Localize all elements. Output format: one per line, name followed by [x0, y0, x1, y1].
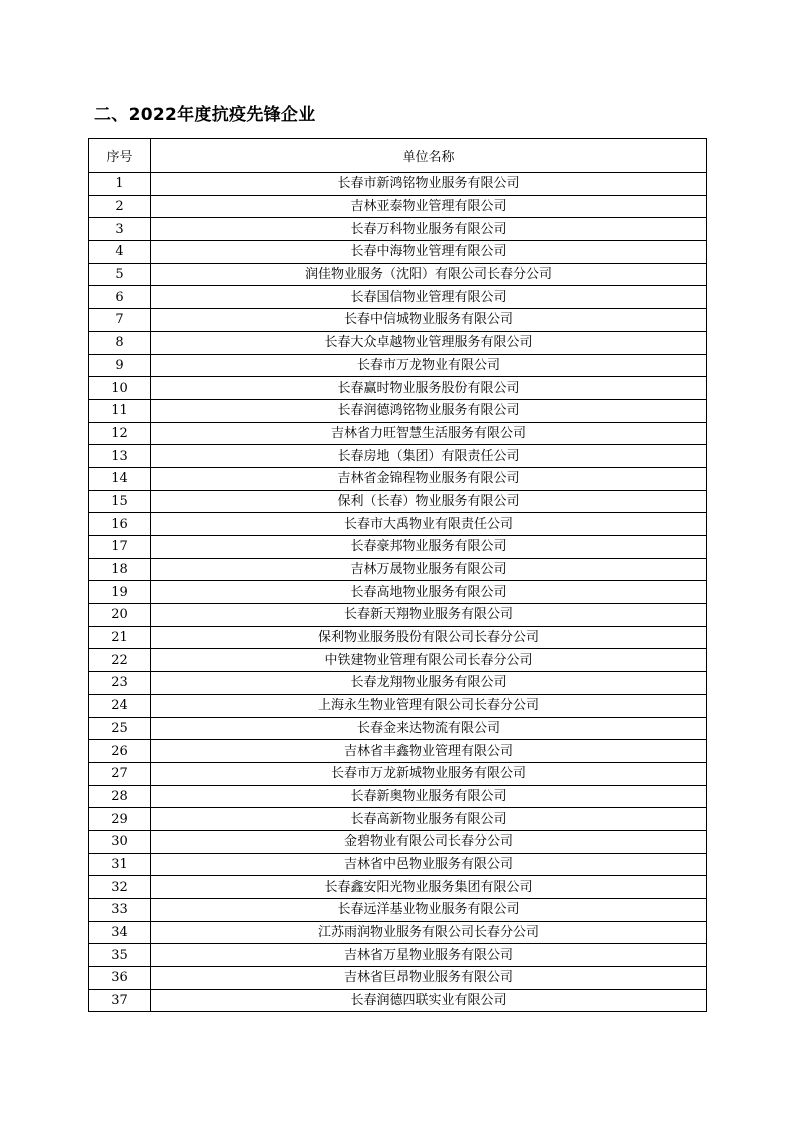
table-row [89, 173, 707, 196]
row-index-cell: 7 [89, 309, 151, 332]
table-row [89, 377, 707, 400]
row-index-cell: 13 [89, 445, 151, 468]
column-header-index: 序号 [89, 139, 151, 173]
table-row [89, 195, 707, 218]
row-company-name-cell: 吉林省金锦程物业服务有限公司 [151, 467, 707, 490]
row-company-name-cell: 保利物业服务股份有限公司长春分公司 [151, 626, 707, 649]
row-index-cell: 27 [89, 762, 151, 785]
row-index-cell: 10 [89, 377, 151, 400]
table-row [89, 876, 707, 899]
row-index-cell: 2 [89, 195, 151, 218]
row-company-name-cell: 长春新天翔物业服务有限公司 [151, 604, 707, 627]
table-row [89, 513, 707, 536]
row-company-name-cell: 长春国信物业管理有限公司 [151, 286, 707, 309]
table-row [89, 445, 707, 468]
row-company-name-cell: 长春中信城物业服务有限公司 [151, 309, 707, 332]
table-row [89, 694, 707, 717]
row-company-name-cell: 江苏雨润物业服务有限公司长春分公司 [151, 921, 707, 944]
row-company-name-cell: 吉林省力旺智慧生活服务有限公司 [151, 422, 707, 445]
row-index-cell: 18 [89, 558, 151, 581]
row-company-name-cell: 长春润德四联实业有限公司 [151, 989, 707, 1012]
row-company-name-cell: 长春市大禹物业有限责任公司 [151, 513, 707, 536]
row-index-cell: 19 [89, 581, 151, 604]
row-index-cell: 36 [89, 967, 151, 990]
row-company-name-cell: 吉林省中邑物业服务有限公司 [151, 853, 707, 876]
row-index-cell: 22 [89, 649, 151, 672]
row-index-cell: 37 [89, 989, 151, 1012]
table-row [89, 490, 707, 513]
row-index-cell: 31 [89, 853, 151, 876]
row-company-name-cell: 长春高新物业服务有限公司 [151, 808, 707, 831]
table-row [89, 467, 707, 490]
table-row [89, 944, 707, 967]
row-company-name-cell: 吉林省万星物业服务有限公司 [151, 944, 707, 967]
table-row [89, 263, 707, 286]
row-index-cell: 26 [89, 740, 151, 763]
row-index-cell: 33 [89, 899, 151, 922]
column-header-name: 单位名称 [151, 139, 707, 173]
row-index-cell: 8 [89, 331, 151, 354]
row-index-cell: 3 [89, 218, 151, 241]
table-row [89, 717, 707, 740]
table-row [89, 558, 707, 581]
row-company-name-cell: 吉林万晟物业服务有限公司 [151, 558, 707, 581]
row-company-name-cell: 长春大众卓越物业管理服务有限公司 [151, 331, 707, 354]
row-company-name-cell: 长春房地（集团）有限责任公司 [151, 445, 707, 468]
row-company-name-cell: 中铁建物业管理有限公司长春分公司 [151, 649, 707, 672]
row-index-cell: 32 [89, 876, 151, 899]
table-row [89, 218, 707, 241]
row-index-cell: 20 [89, 604, 151, 627]
table-row [89, 354, 707, 377]
table-row [89, 967, 707, 990]
row-index-cell: 9 [89, 354, 151, 377]
row-company-name-cell: 吉林省丰鑫物业管理有限公司 [151, 740, 707, 763]
row-index-cell: 15 [89, 490, 151, 513]
table-row [89, 331, 707, 354]
table-row [89, 604, 707, 627]
row-index-cell: 14 [89, 467, 151, 490]
row-company-name-cell: 长春金来达物流有限公司 [151, 717, 707, 740]
row-index-cell: 6 [89, 286, 151, 309]
table-row [89, 241, 707, 264]
table-row [89, 422, 707, 445]
table-row [89, 808, 707, 831]
row-company-name-cell: 长春高地物业服务有限公司 [151, 581, 707, 604]
row-index-cell: 4 [89, 241, 151, 264]
table-row [89, 899, 707, 922]
row-index-cell: 17 [89, 536, 151, 559]
row-company-name-cell: 长春龙翔物业服务有限公司 [151, 672, 707, 695]
row-company-name-cell: 长春市万龙新城物业服务有限公司 [151, 762, 707, 785]
row-index-cell: 11 [89, 399, 151, 422]
row-index-cell: 35 [89, 944, 151, 967]
table-row [89, 309, 707, 332]
row-index-cell: 25 [89, 717, 151, 740]
row-company-name-cell: 长春万科物业服务有限公司 [151, 218, 707, 241]
row-company-name-cell: 上海永生物业管理有限公司长春分公司 [151, 694, 707, 717]
table-row [89, 626, 707, 649]
table-row [89, 399, 707, 422]
table-row [89, 536, 707, 559]
table-row [89, 989, 707, 1012]
enterprise-table [88, 138, 707, 1012]
row-company-name-cell: 长春远洋基业物业服务有限公司 [151, 899, 707, 922]
row-company-name-cell: 吉林亚泰物业管理有限公司 [151, 195, 707, 218]
row-company-name-cell: 长春鑫安阳光物业服务集团有限公司 [151, 876, 707, 899]
section-heading: 二、2022年度抗疫先锋企业 [94, 105, 316, 125]
row-index-cell: 29 [89, 808, 151, 831]
table-row [89, 286, 707, 309]
table-row [89, 581, 707, 604]
table-row [89, 921, 707, 944]
row-index-cell: 30 [89, 830, 151, 853]
row-index-cell: 23 [89, 672, 151, 695]
table-header [89, 139, 707, 173]
table-row [89, 649, 707, 672]
header-row [89, 139, 707, 173]
row-company-name-cell: 吉林省巨昂物业服务有限公司 [151, 967, 707, 990]
row-company-name-cell: 长春新奥物业服务有限公司 [151, 785, 707, 808]
table-body [89, 173, 707, 1012]
row-index-cell: 24 [89, 694, 151, 717]
row-index-cell: 28 [89, 785, 151, 808]
table-row [89, 785, 707, 808]
row-company-name-cell: 保利（长春）物业服务有限公司 [151, 490, 707, 513]
row-company-name-cell: 长春市万龙物业有限公司 [151, 354, 707, 377]
table-row [89, 853, 707, 876]
row-index-cell: 34 [89, 921, 151, 944]
row-company-name-cell: 长春中海物业管理有限公司 [151, 241, 707, 264]
row-index-cell: 16 [89, 513, 151, 536]
table-row [89, 672, 707, 695]
row-company-name-cell: 长春润德鸿铭物业服务有限公司 [151, 399, 707, 422]
row-index-cell: 5 [89, 263, 151, 286]
table-row [89, 762, 707, 785]
row-company-name-cell: 金碧物业有限公司长春分公司 [151, 830, 707, 853]
row-index-cell: 21 [89, 626, 151, 649]
table-row [89, 830, 707, 853]
table-row [89, 740, 707, 763]
row-company-name-cell: 润佳物业服务（沈阳）有限公司长春分公司 [151, 263, 707, 286]
row-company-name-cell: 长春市新鸿铭物业服务有限公司 [151, 173, 707, 196]
row-index-cell: 1 [89, 173, 151, 196]
row-company-name-cell: 长春赢时物业服务股份有限公司 [151, 377, 707, 400]
row-company-name-cell: 长春豪邦物业服务有限公司 [151, 536, 707, 559]
row-index-cell: 12 [89, 422, 151, 445]
